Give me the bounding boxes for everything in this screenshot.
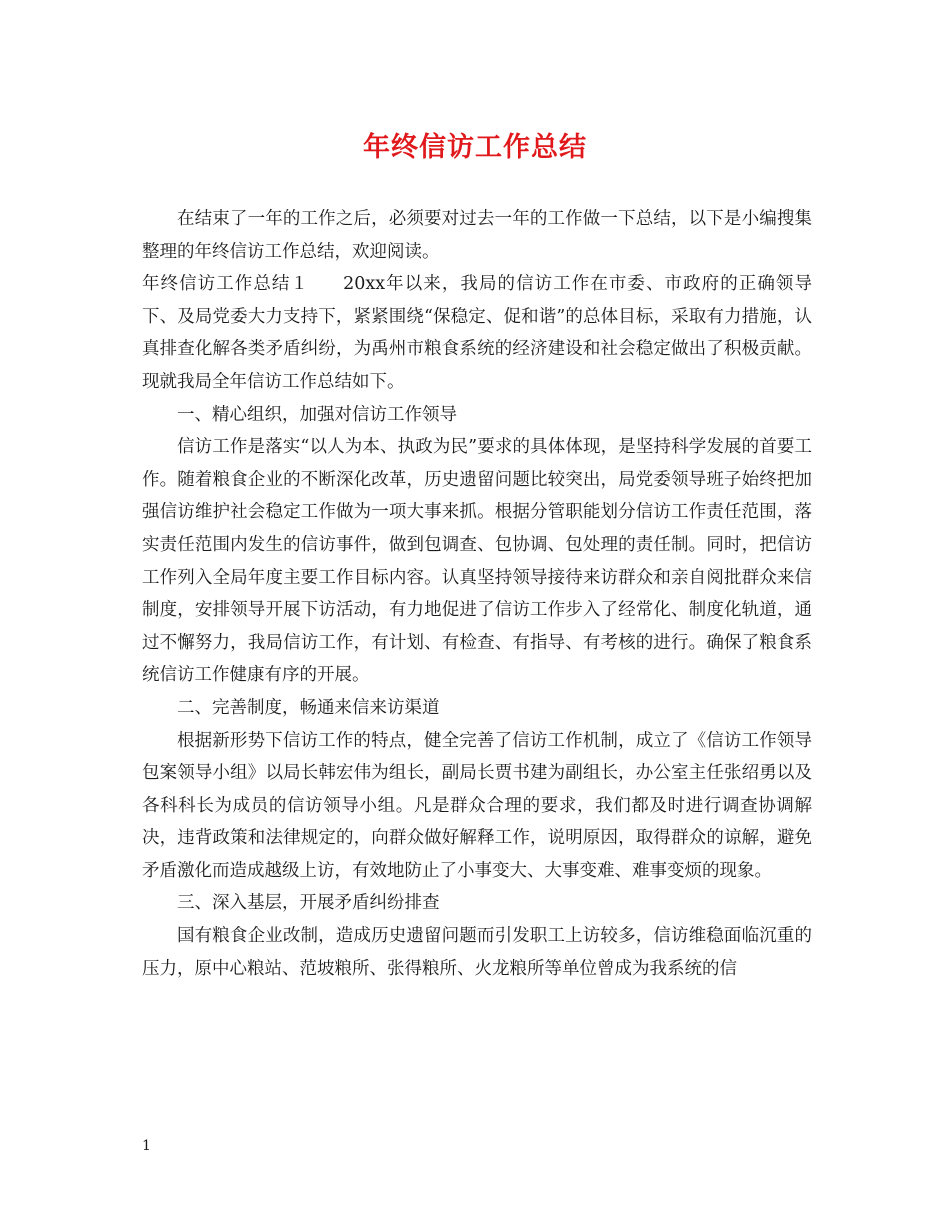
section-paragraph-1: 信访工作是落实“以人为本、执政为民”要求的具体体现，是坚持科学发展的首要工作。随着粮食企业的不断深化改革，历史遗留问题比较突出，局党委领导班子始终把加强信访维护社会稳定工作做为一项大事来抓。根据分管职能划分信访工作责任范围，落实责任范围内发生的信访事件，做到包调查、包协调、包处理的责任制。同时，把信访工作列入全局年度主要工作目标内容。认真坚持领导接待来访群众和亲自阅批群众来信制度，安排领导开展下访活动，有力地促进了信访工作步入了经常化、制度化轨道，通过不懈努力，我局信访工作，有计划、有检查、有指导、有考核的进行。确保了粮食系统信访工作健康有序的开展。 — [142, 437, 812, 686]
section-label: 年终信访工作总结１ — [142, 274, 310, 295]
section-heading-2: 二、完善制度，畅通来信来访渠道 — [177, 697, 440, 718]
section-intro-paragraph — [142, 268, 812, 398]
document-body — [142, 203, 812, 985]
page-number: 1 — [142, 1138, 151, 1154]
intro-paragraph: 在结束了一年的工作之后，必须要对过去一年的工作做一下总结，以下是小编搜集整理的年终信访工作总结，欢迎阅读。 — [142, 209, 812, 262]
section-intro-text: 20xx年以来，我局的信访工作在市委、市政府的正确领导下、及局党委大力支持下，紧紧围绕“保稳定、促和谐”的总体目标，采取有力措施，认真排查化解各类矛盾纠纷，为禹州市粮食系统的经济建设和社会稳定做出了积极贡献。现就我局全年信访工作总结如下。 — [142, 274, 812, 392]
section-paragraph-3: 国有粮食企业改制，造成历史遗留问题而引发职工上访较多，信访维稳面临沉重的压力，原中心粮站、范坡粮所、张得粮所、火龙粮所等单位曾成为我系统的信 — [142, 926, 812, 979]
section-heading-1: 一、精心组织，加强对信访工作领导 — [177, 404, 457, 425]
section-paragraph-2: 根据新形势下信访工作的特点，健全完善了信访工作机制，成立了《信访工作领导包案领导小组》以局长韩宏伟为组长，副局长贾书建为副组长，办公室主任张绍勇以及各科科长为成员的信访领导小组。凡是群众合理的要求，我们都及时进行调查协调解决，违背政策和法律规定的，向群众做好解释工作，说明原因，取得群众的谅解，避免矛盾激化而造成越级上访，有效地防止了小事变大、大事变难、难事变烦的现象。 — [142, 730, 812, 881]
document-title: 年终信访工作总结 — [363, 132, 587, 163]
section-heading-3: 三、深入基层，开展矛盾纠纷排查 — [177, 893, 440, 914]
